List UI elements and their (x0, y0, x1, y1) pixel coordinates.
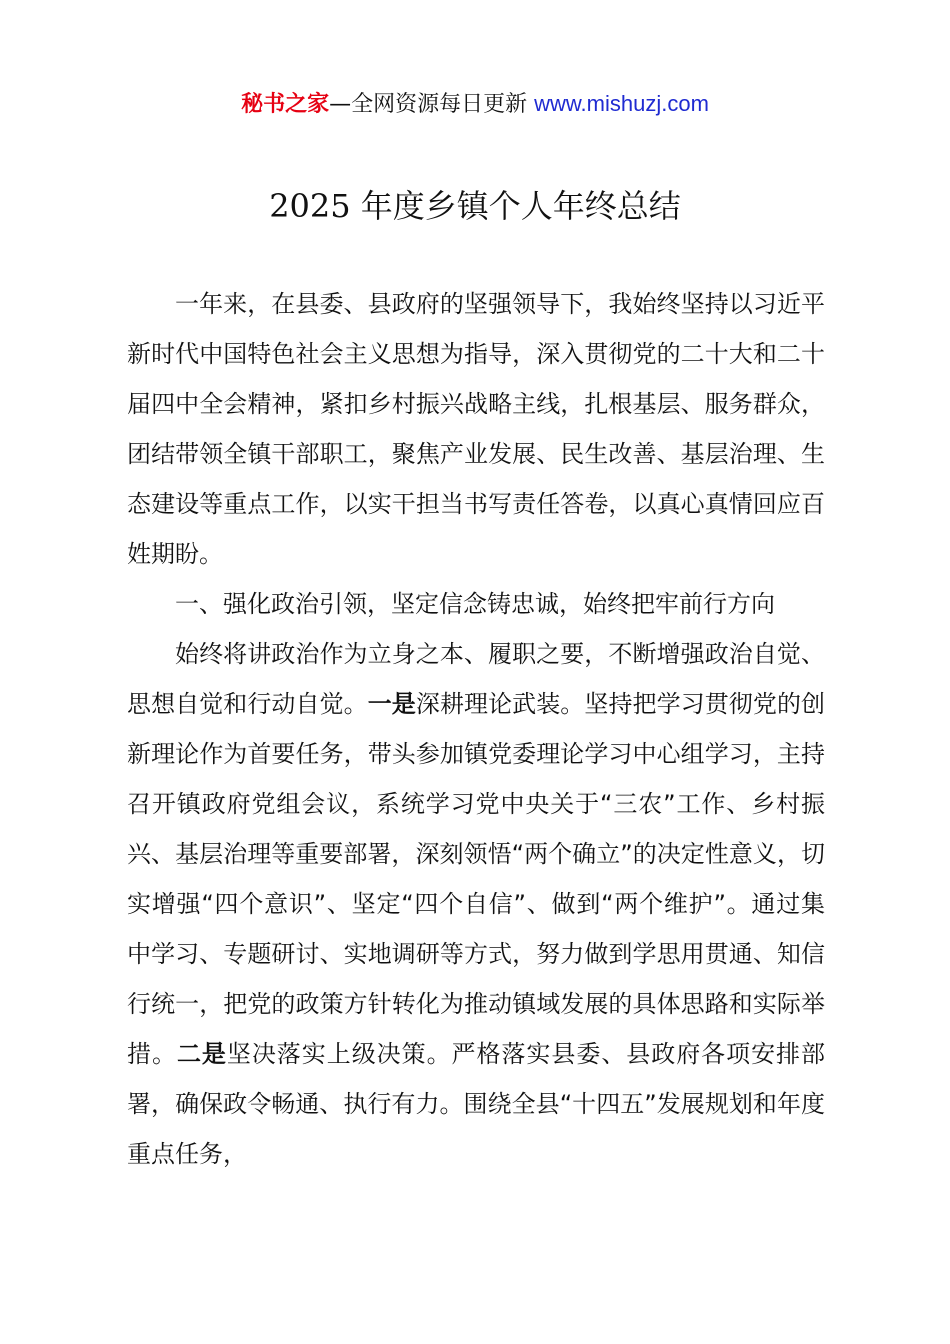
section-1-paragraph (127, 629, 825, 1179)
point-2-text: 坚决落实上级决策。严格落实县委、县政府各项安排部署，确保政令畅通、执行有力。围绕全县“十四五”发展规划和年度重点任务， (127, 1040, 826, 1168)
document-body (127, 279, 825, 1179)
site-header (0, 86, 950, 123)
brand-name: 秘书之家 (241, 92, 330, 117)
point-1-label: 一是 (367, 690, 416, 718)
site-url-link[interactable]: www.mishuzj.com (534, 91, 709, 116)
section-1-heading: 一、强化政治引领，坚定信念铸忠诚，始终把牢前行方向 (175, 590, 775, 618)
header-tagline: —全网资源每日更新 (329, 92, 528, 117)
intro-paragraph: 一年来，在县委、县政府的坚强领导下，我始终坚持以习近平新时代中国特色社会主义思想为指导，深入贯彻党的二十大和二十届四中全会精神，紧扣乡村振兴战略主线，扎根基层、服务群众，团结带领全镇干部职工，聚焦产业发展、民生改善、基层治理、生态建设等重点工作，以实干担当书写责任答卷，以真心真情回应百姓期盼。 (127, 290, 825, 568)
point-1-text: 深耕理论武装。坚持把学习贯彻党的创新理论作为首要任务，带头参加镇党委理论学习中心组学习，主持召开镇政府党组会议，系统学习党中央关于“三农”工作、乡村振兴、基层治理等重要部署，深刻领悟“两个确立”的决定性意义，切实增强“四个意识”、坚定“四个自信”、做到“两个维护”。通过集中学习、专题研讨、实地调研等方式，努力做到学思用贯通、知信行统一，把党的政策方针转化为推动镇域发展的具体思路和实际举措。 (127, 690, 826, 1068)
point-2-label: 二是 (176, 1040, 227, 1068)
section-1-lead: 始终将讲政治作为立身之本、履职之要，不断增强政治自觉、思想自觉和行动自觉。 (127, 640, 825, 718)
document-title: 2025 年度乡镇个人年终总结 (269, 187, 681, 225)
